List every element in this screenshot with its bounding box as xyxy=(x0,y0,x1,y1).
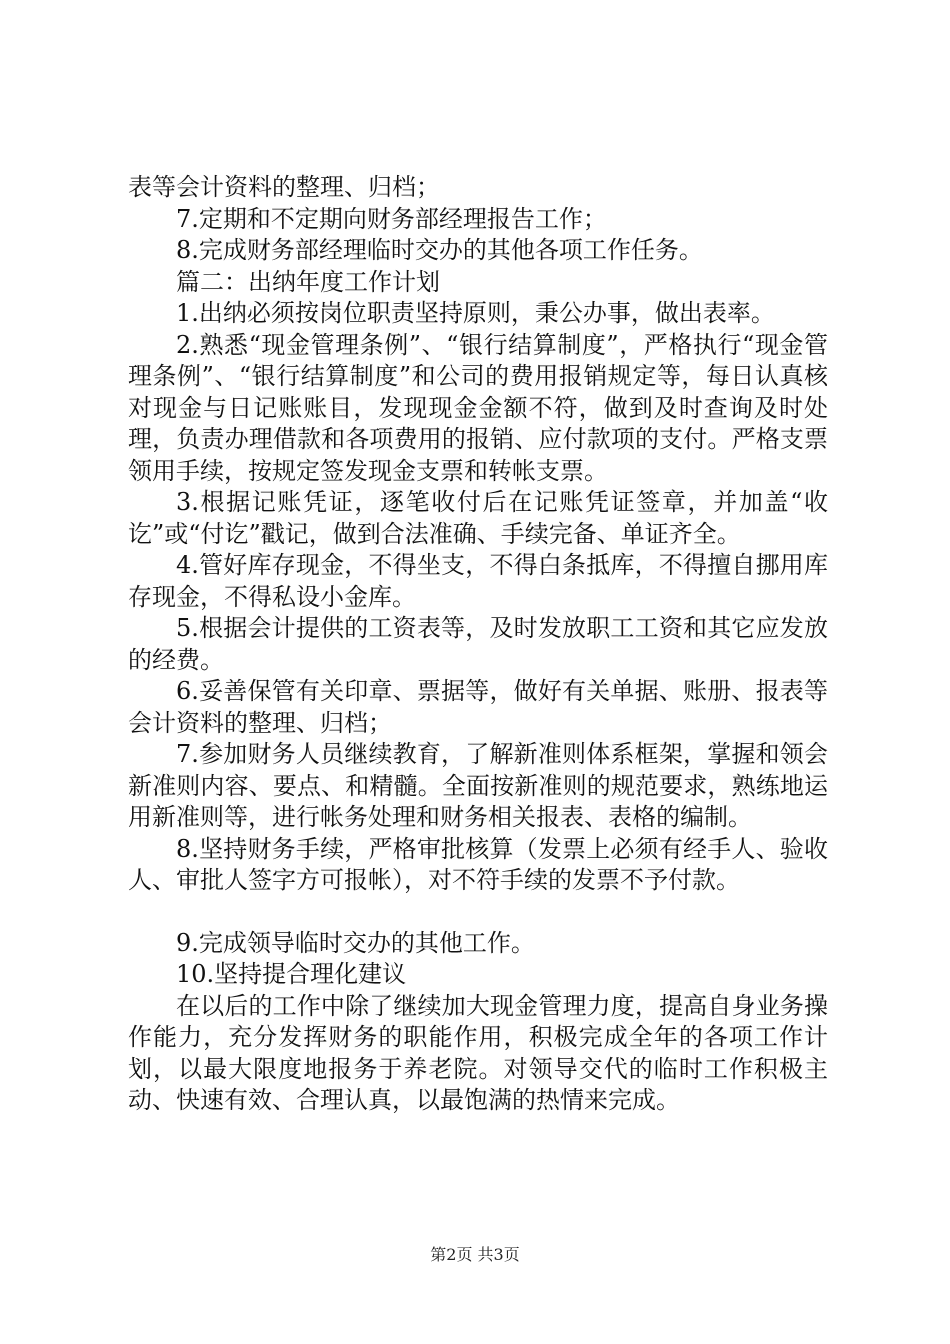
paragraph-continuation: 表等会计资料的整理、归档； xyxy=(128,173,440,201)
paragraph-item-7-b: 7.参加财务人员继续教育，了解新准则体系框架，掌握和领会新准则内容、要点、和精髓。全面按新准则的规范要求，熟练地运用新准则等，进行帐务处理和财务相关报表、表格的编制。 xyxy=(128,740,828,831)
paragraph-item-3: 3.根据记账凭证，逐笔收付后在记账凭证签章，并加盖“收讫”或“付讫”戳记，做到合法准确、手续完备、单证齐全。 xyxy=(128,488,828,548)
paragraph-closing: 在以后的工作中除了继续加大现金管理力度，提高自身业务操作能力，充分发挥财务的职能作用，积极完成全年的各项工作计划，以最大限度地报务于养老院。对领导交代的临时工作积极主动、快速有效、合理认真，以最饱满的热情来完成。 xyxy=(128,991,828,1114)
paragraph-item-6: 6.妥善保管有关印章、票据等，做好有关单据、账册、报表等会计资料的整理、归档； xyxy=(128,677,828,737)
paragraph-item-4: 4.管好库存现金，不得坐支，不得白条抵库，不得擅自挪用库存现金，不得私设小金库。 xyxy=(128,551,828,611)
paragraph-item-8-b: 8.坚持财务手续，严格审批核算（发票上必须有经手人、验收人、审批人签字方可报帐），对不符手续的发票不予付款。 xyxy=(128,834,828,894)
paragraph-item-2: 2.熟悉“现金管理条例”、“银行结算制度”，严格执行“现金管理条例”、“银行结算制度”和公司的费用报销规定等，每日认真核对现金与日记账账目，发现现金金额不符，做到及时查询及时处理，负责办理借款和各项费用的报销、应付款项的支付。严格支票领用手续，按规定签发现金支票和转帐支票。 xyxy=(128,330,828,485)
document-body xyxy=(128,172,828,1117)
paragraph-item-9: 9.完成领导临时交办的其他工作。 xyxy=(176,928,535,957)
paragraph-item-1: 1.出纳必须按岗位职责坚持原则，秉公办事，做出表率。 xyxy=(176,299,775,327)
paragraph-item-5: 5.根据会计提供的工资表等，及时发放职工工资和其它应发放的经费。 xyxy=(128,614,828,674)
page-number-footer: 第2页 共3页 xyxy=(430,1245,520,1264)
section-heading: 篇二：出纳年度工作计划 xyxy=(176,267,440,296)
paragraph-item-8: 8.完成财务部经理临时交办的其他各项工作任务。 xyxy=(176,236,703,264)
paragraph-item-7: 7.定期和不定期向财务部经理报告工作； xyxy=(176,204,607,233)
paragraph-item-10: 10.坚持提合理化建议 xyxy=(176,960,407,988)
